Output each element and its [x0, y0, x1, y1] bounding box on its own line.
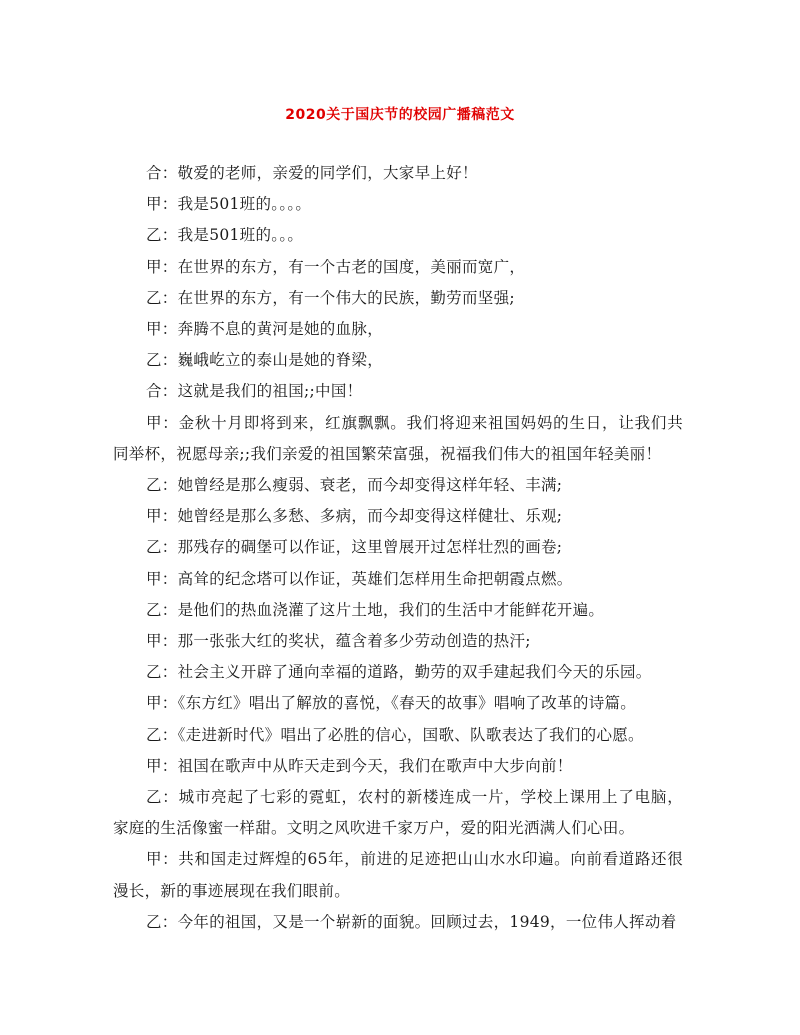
page-title: 2020关于国庆节的校园广播稿范文 — [285, 107, 515, 123]
document-body — [113, 158, 683, 938]
paragraph-11: 甲：她曾经是那么多愁、多病，而今却变得这样健壮、乐观; — [146, 507, 563, 526]
paragraph-12: 乙：那残存的碉堡可以作证，这里曾展开过怎样壮烈的画卷; — [146, 538, 563, 557]
paragraph-16: 乙：社会主义开辟了通向幸福的道路，勤劳的双手建起我们今天的乐园。 — [146, 663, 652, 682]
paragraph-20: 乙：城市亮起了七彩的霓虹，农村的新楼连成一片，学校上课用上了电脑，家庭的生活像蜜一样甜。文明之风吹进千家万户，爱的阳光洒满人们心田。 — [113, 788, 683, 838]
paragraph-7: 乙：巍峨屹立的泰山是她的脊梁， — [146, 351, 384, 370]
paragraph-5: 乙：在世界的东方，有一个伟大的民族，勤劳而坚强; — [146, 288, 515, 307]
paragraph-13: 甲：高耸的纪念塔可以作证，英雄们怎样用生命把朝霞点燃。 — [146, 569, 573, 588]
paragraph-17: 甲：《东方红》唱出了解放的喜悦，《春天的故事》唱响了改革的诗篇。 — [146, 694, 637, 713]
paragraph-10: 乙：她曾经是那么瘦弱、衰老，而今却变得这样年轻、丰满; — [146, 476, 563, 495]
paragraph-6: 甲：奔腾不息的黄河是她的血脉， — [146, 320, 384, 339]
paragraph-2: 甲：我是501班的。。。。 — [146, 195, 312, 214]
paragraph-21: 甲：共和国走过辉煌的65年，前进的足迹把山山水水印遍。向前看道路还很漫长，新的事迹展现在我们眼前。 — [113, 850, 683, 900]
paragraph-18: 乙：《走进新时代》唱出了必胜的信心，国歌、队歌表达了我们的心愿。 — [146, 725, 644, 744]
paragraph-15: 甲：那一张张大红的奖状，蕴含着多少劳动创造的热汗; — [146, 632, 531, 651]
paragraph-19: 甲：祖国在歌声中从昨天走到今天，我们在歌声中大步向前！ — [146, 756, 573, 775]
paragraph-3: 乙：我是501班的。。。 — [146, 226, 304, 245]
paragraph-1: 合：敬爱的老师，亲爱的同学们，大家早上好！ — [146, 164, 478, 182]
paragraph-8: 合：这就是我们的祖国;;中国！ — [146, 382, 363, 401]
paragraph-9: 甲：金秋十月即将到来，红旗飘飘。我们将迎来祖国妈妈的生日，让我们共同举杯，祝愿母亲;;我们亲爱的祖国繁荣富强，祝福我们伟大的祖国年轻美丽！ — [113, 413, 683, 463]
paragraph-22: 乙：今年的祖国，又是一个崭新的面貌。回顾过去，1949，一位伟人挥动着 — [146, 912, 677, 931]
paragraph-14: 乙：是他们的热血浇灌了这片土地，我们的生活中才能鲜花开遍。 — [146, 600, 605, 619]
paragraph-4: 甲：在世界的东方，有一个古老的国度，美丽而宽广， — [146, 257, 526, 276]
